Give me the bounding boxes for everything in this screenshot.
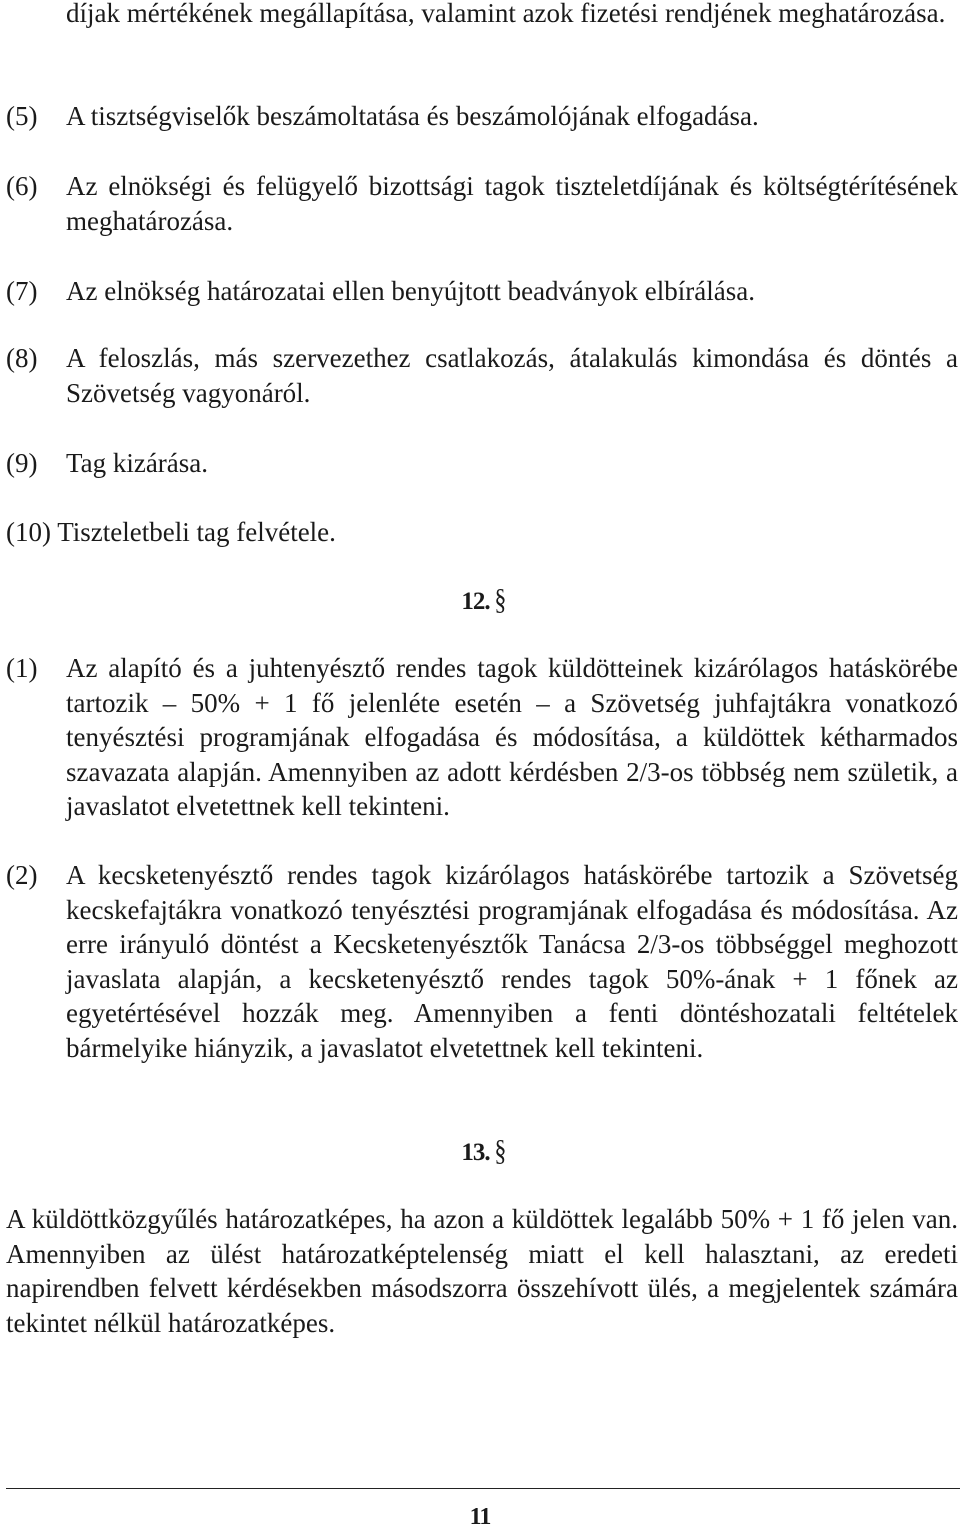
section-heading-13: [0, 1134, 960, 1168]
item-text: Az alapító és a juhtenyésztő rendes tagok küldötteinek kizárólagos hatáskörébe tartozik – 50% + 1 fő jelenléte esetén – a Szövetség juhfajtákra vonatkozó tenyésztési programjának elfogadása és módosítása, a küldöttek kétharmados szavazata alapján. Amennyiben az adott kérdésben 2/3-os többség nem születik, a javaslatot elvetettnek kell tekinteni.: [66, 653, 958, 821]
list-item-6: [6, 169, 958, 238]
list-item-5: [6, 99, 958, 134]
section-symbol: §: [494, 583, 506, 616]
section-12-item-2: [6, 858, 958, 1065]
item-text: A feloszlás, más szervezethez csatlakozás, átalakulás kimondása és döntés a Szövetség vagyonáról.: [66, 343, 958, 408]
footer-divider: [6, 1488, 960, 1489]
item-number: (1): [6, 653, 38, 683]
item-text: Tiszteletbeli tag felvétele.: [57, 517, 336, 547]
section-12-item-1: [6, 651, 958, 824]
page-number: 11: [469, 1504, 491, 1530]
section-13-paragraph: [6, 1202, 958, 1340]
item-number: (5): [6, 101, 38, 131]
item-number: (2): [6, 860, 38, 890]
section-heading-12: [0, 583, 960, 617]
list-item-continuation: [66, 0, 958, 31]
list-item-8: [6, 341, 958, 410]
item-number: (10): [6, 517, 51, 547]
item-text: Az elnökségi és felügyelő bizottsági tagok tiszteletdíjának és költségtérítésének meghatározása.: [66, 171, 958, 236]
list-item-9: [6, 446, 958, 481]
item-text: A kecsketenyésztő rendes tagok kizárólagos hatáskörébe tartozik a Szövetség kecskefajtákra vonatkozó tenyésztési programjának elfogadása és módosítása. Az erre irányuló döntést a Kecsketenyésztők Tanácsa 2/3-os többséggel meghozott javaslata alapján, a kecsketenyésztő rendes tagok 50%-ának + 1 főnek az egyetértésével hozzák meg. Amennyiben a fenti döntéshozatali feltételek bármelyike hiányzik, a javaslatot elvetettnek kell tekinteni.: [66, 860, 958, 1063]
paragraph-text: A küldöttközgyűlés határozatképes, ha azon a küldöttek legalább 50% + 1 fő jelen van. Amennyiben az ülést határozatképtelenség miatt el kell halasztani, az eredeti napirendben felvett kérdésekben másodszorra összehívott ülés, a megjelentek számára tekintet nélkül határozatképes.: [6, 1204, 958, 1338]
section-symbol: §: [494, 1134, 506, 1167]
item-text: Az elnökség határozatai ellen benyújtott beadványok elbírálása.: [66, 276, 755, 306]
item-number: (7): [6, 276, 38, 306]
item-number: (6): [6, 171, 38, 201]
section-number: 12.: [461, 588, 490, 615]
list-item-7: [6, 274, 958, 309]
list-item-10: [6, 515, 958, 550]
item-text: Tag kizárása.: [66, 448, 209, 478]
section-number: 13.: [461, 1139, 490, 1166]
item-number: (9): [6, 448, 38, 478]
item-text: díjak mértékének megállapítása, valamint azok fizetési rendjének meghatározása.: [66, 0, 946, 28]
item-number: (8): [6, 343, 38, 373]
item-text: A tisztségviselők beszámoltatása és beszámolójának elfogadása.: [66, 101, 759, 131]
